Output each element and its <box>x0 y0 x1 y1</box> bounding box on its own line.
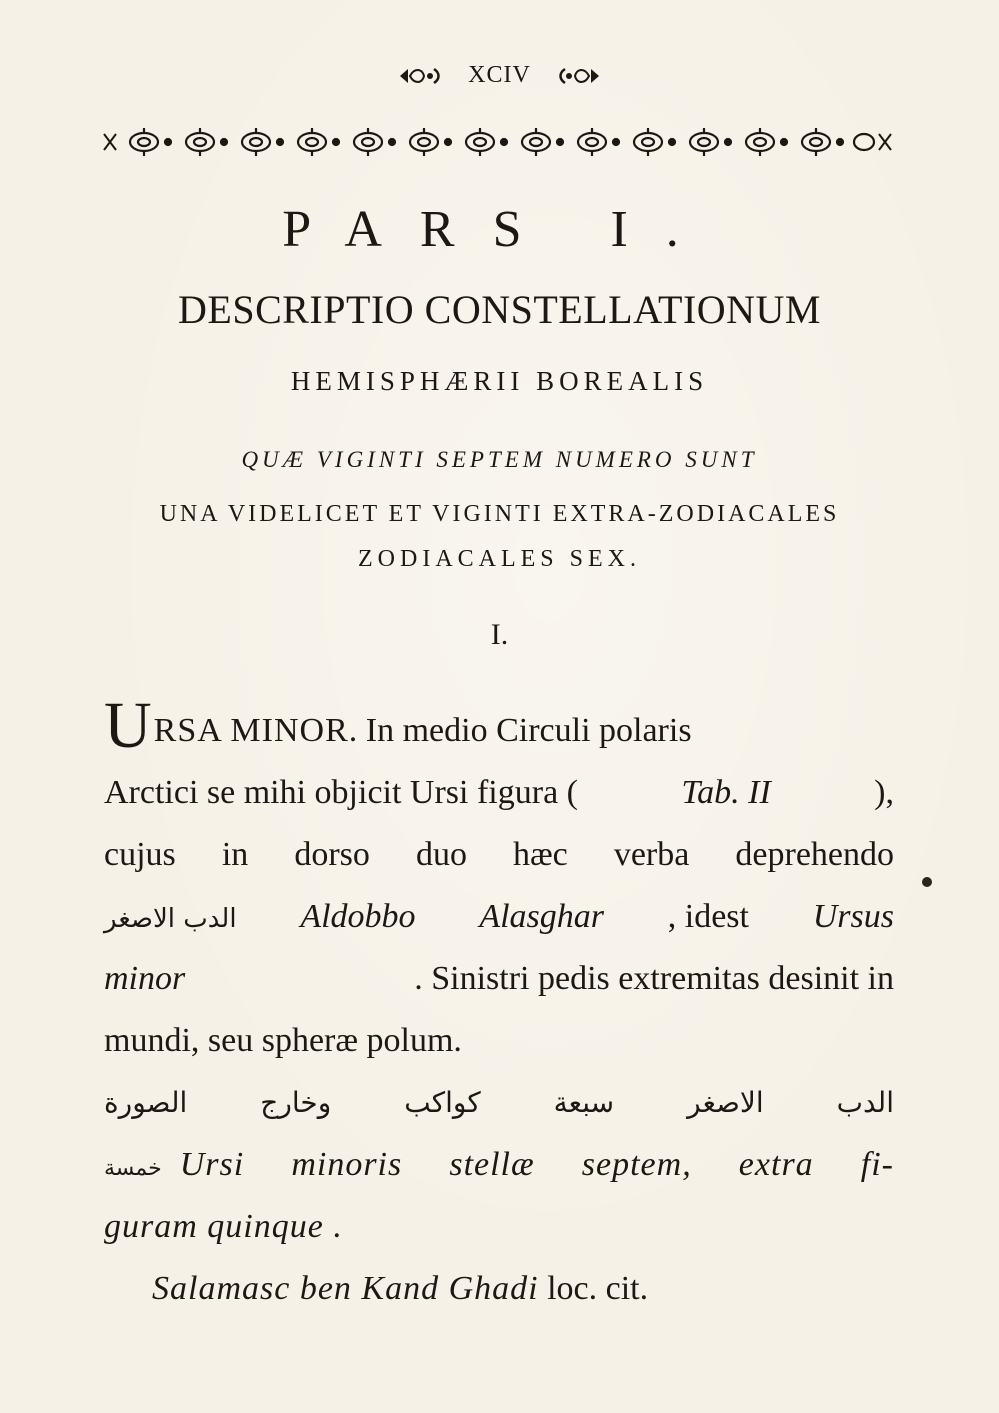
citation-reference: loc. cit. <box>547 1270 649 1307</box>
arabic-word: الصورة <box>104 1086 188 1119</box>
arabic-word: الدب <box>836 1086 894 1119</box>
text-line-1 <box>104 689 894 762</box>
arabic-word: خمسة <box>104 1156 162 1181</box>
part-subtitle-italic: QUÆ VIGINTI SEPTEM NUMERO SUNT <box>241 447 758 472</box>
right-fleuron-icon <box>557 65 601 87</box>
part-heading: DESCRIPTIO CONSTELLATIONUM <box>178 287 821 332</box>
text-run: . Sinistri pedis extremitas desinit in <box>414 960 894 997</box>
table-reference: Tab. II <box>681 774 771 811</box>
text-line-2 <box>104 762 894 824</box>
part-subtitle-line-2: ZODIACALES SEX. <box>358 546 641 572</box>
arabic-quote-line <box>104 1072 894 1134</box>
text-run: , idest <box>667 898 749 935</box>
translation: minor <box>104 960 186 997</box>
part-title: PARS I. <box>282 201 717 258</box>
arabic-phrase: الدب الاصغر <box>104 904 237 934</box>
text-line-9 <box>104 1196 894 1258</box>
text-run: ), <box>874 774 894 811</box>
translation: guram quinque . <box>104 1208 343 1245</box>
ink-spot <box>922 877 932 887</box>
drop-cap: U <box>104 689 152 762</box>
ornamental-border-icon <box>100 124 895 160</box>
part-subheading: HEMISPHÆRII BOREALIS <box>290 366 709 396</box>
text-line-10 <box>104 1258 894 1320</box>
citation-author: Salamasc ben Kand Ghadi <box>152 1270 539 1307</box>
section-number: I. <box>490 618 509 651</box>
transliteration: Alasghar <box>479 898 604 935</box>
text-run: Arctici se mihi objicit Ursi figura ( <box>104 774 578 811</box>
arabic-word: الاصغر <box>687 1086 764 1119</box>
transliteration: Aldobbo <box>300 898 416 935</box>
translation: Ursi minoris stellæ septem, extra fi- <box>179 1146 894 1183</box>
page-number: XCIV <box>468 62 531 88</box>
text-line-4 <box>104 886 894 948</box>
section-body <box>104 689 894 1320</box>
constellation-name: RSA MINOR <box>153 712 349 749</box>
left-fleuron-icon <box>398 65 442 87</box>
text-run: . In medio Circuli polaris <box>348 712 692 749</box>
arabic-word: سبعة <box>553 1086 615 1119</box>
text-line-6 <box>104 1010 894 1072</box>
text-line-5 <box>104 948 894 1010</box>
arabic-word: كواكب <box>404 1086 481 1119</box>
arabic-word: وخارج <box>260 1086 332 1119</box>
running-header <box>0 62 999 89</box>
translation: Ursus <box>812 898 894 935</box>
text-line-8 <box>104 1134 894 1196</box>
part-subtitle-line: UNA VIDELICET ET VIGINTI EXTRA-ZODIACALES <box>159 501 840 527</box>
text-line-3 <box>104 824 894 886</box>
text-run: mundi, seu spheræ polum. <box>104 1022 462 1059</box>
text-run: cujus in dorso duo hæc verba deprehendo <box>104 836 894 873</box>
